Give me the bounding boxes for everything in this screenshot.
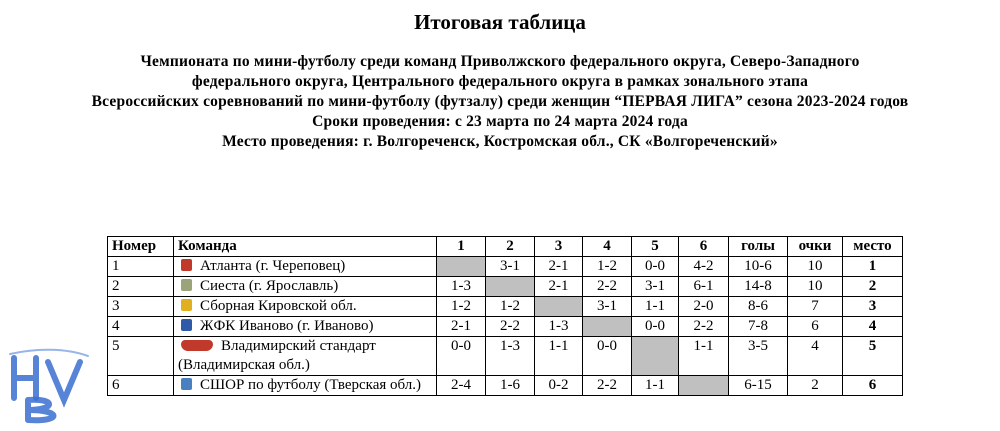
federation-monogram-icon <box>6 348 92 426</box>
header-game-2: 2 <box>486 237 535 257</box>
match-score: 0-0 <box>437 337 486 376</box>
page-title: Итоговая таблица <box>414 10 586 34</box>
team-cell <box>174 297 437 317</box>
ivanovo-logo-icon <box>181 319 192 331</box>
match-score: 2-1 <box>535 257 583 277</box>
match-score: 1-2 <box>437 297 486 317</box>
place-cell: 1 <box>843 257 903 277</box>
header-number: Номер <box>108 237 174 257</box>
points-cell: 4 <box>788 337 843 376</box>
place-cell: 4 <box>843 317 903 337</box>
goals-cell: 10-6 <box>729 257 788 277</box>
table-row <box>108 277 903 297</box>
match-score: 2-4 <box>437 376 486 396</box>
self-match-cell <box>437 257 486 277</box>
header-team: Команда <box>174 237 437 257</box>
match-score: 2-2 <box>583 376 632 396</box>
team-name: Сиеста (г. Ярославль) <box>200 278 339 294</box>
goals-cell: 3-5 <box>729 337 788 376</box>
match-score: 3-1 <box>632 277 679 297</box>
match-score: 1-2 <box>486 297 535 317</box>
header-place: место <box>843 237 903 257</box>
match-score: 2-1 <box>437 317 486 337</box>
goals-cell: 8-6 <box>729 297 788 317</box>
team-name: Владимирский стандарт (Владимирская обл.) <box>178 338 376 373</box>
table-row <box>108 376 903 396</box>
goals-cell: 7-8 <box>729 317 788 337</box>
goals-cell: 6-15 <box>729 376 788 396</box>
match-score: 1-3 <box>437 277 486 297</box>
match-score: 2-0 <box>679 297 729 317</box>
team-cell <box>174 376 437 396</box>
match-score: 2-1 <box>535 277 583 297</box>
header-game-3: 3 <box>535 237 583 257</box>
match-score: 1-3 <box>486 337 535 376</box>
match-score: 1-1 <box>632 376 679 396</box>
points-cell: 6 <box>788 317 843 337</box>
header-game-4: 4 <box>583 237 632 257</box>
table-row <box>108 317 903 337</box>
dates-line: Сроки проведения: с 23 марта по 24 марта 2024 года <box>312 113 688 130</box>
team-cell <box>174 317 437 337</box>
match-score: 0-0 <box>583 337 632 376</box>
self-match-cell <box>679 376 729 396</box>
team-name: Атланта (г. Череповец) <box>200 258 346 274</box>
team-name: ЖФК Иваново (г. Иваново) <box>200 318 374 334</box>
siesta-logo-icon <box>181 279 192 291</box>
team-name: СШОР по футболу (Тверская обл.) <box>200 377 421 393</box>
points-cell: 10 <box>788 277 843 297</box>
match-score: 1-6 <box>486 376 535 396</box>
row-number: 1 <box>108 257 174 277</box>
header-goals: голы <box>729 237 788 257</box>
match-score: 2-2 <box>583 277 632 297</box>
self-match-cell <box>632 337 679 376</box>
match-score: 1-1 <box>632 297 679 317</box>
self-match-cell <box>583 317 632 337</box>
vladimir-logo-icon <box>181 340 213 351</box>
row-number: 6 <box>108 376 174 396</box>
table-row <box>108 297 903 317</box>
header-game-5: 5 <box>632 237 679 257</box>
atlanta-logo-icon <box>181 259 192 271</box>
points-cell: 7 <box>788 297 843 317</box>
kirov-logo-icon <box>181 299 192 311</box>
table-row <box>108 257 903 277</box>
match-score: 3-1 <box>486 257 535 277</box>
points-cell: 2 <box>788 376 843 396</box>
place-cell: 6 <box>843 376 903 396</box>
match-score: 3-1 <box>583 297 632 317</box>
points-cell: 10 <box>788 257 843 277</box>
self-match-cell <box>535 297 583 317</box>
row-number: 5 <box>108 337 174 376</box>
row-number: 4 <box>108 317 174 337</box>
table-row <box>108 337 903 376</box>
place-cell: 2 <box>843 277 903 297</box>
place-cell: 3 <box>843 297 903 317</box>
venue-line: Место проведения: г. Волгореченск, Костромская обл., СК «Волгореченский» <box>222 133 778 150</box>
team-cell <box>174 277 437 297</box>
team-name: Сборная Кировской обл. <box>200 298 357 314</box>
match-score: 0-2 <box>535 376 583 396</box>
match-score: 1-3 <box>535 317 583 337</box>
match-score: 0-0 <box>632 317 679 337</box>
table-body <box>108 257 903 396</box>
document-subtitle <box>5 52 995 152</box>
team-cell <box>174 337 437 376</box>
place-cell: 5 <box>843 337 903 376</box>
header-game-6: 6 <box>679 237 729 257</box>
match-score: 6-1 <box>679 277 729 297</box>
match-score: 1-2 <box>583 257 632 277</box>
subtitle-line-3: Всероссийских соревнований по мини-футболу (футзалу) среди женщин “ПЕРВАЯ ЛИГА” сезона 2023-2024 годов <box>91 93 909 110</box>
match-score: 4-2 <box>679 257 729 277</box>
match-score: 2-2 <box>486 317 535 337</box>
match-score: 2-2 <box>679 317 729 337</box>
subtitle-line-2: федерального округа, Центрального федерального округа в рамках зонального этапа <box>191 73 809 90</box>
match-score: 0-0 <box>632 257 679 277</box>
team-cell <box>174 257 437 277</box>
tver-logo-icon <box>181 378 192 390</box>
match-score: 1-1 <box>679 337 729 376</box>
header-points: очки <box>788 237 843 257</box>
results-table <box>107 236 903 396</box>
subtitle-line-1: Чемпионата по мини-футболу среди команд Приволжского федерального округа, Северо-Западного <box>140 53 860 70</box>
self-match-cell <box>486 277 535 297</box>
row-number: 2 <box>108 277 174 297</box>
table-header-row <box>108 237 903 257</box>
header-game-1: 1 <box>437 237 486 257</box>
row-number: 3 <box>108 297 174 317</box>
match-score: 1-1 <box>535 337 583 376</box>
goals-cell: 14-8 <box>729 277 788 297</box>
